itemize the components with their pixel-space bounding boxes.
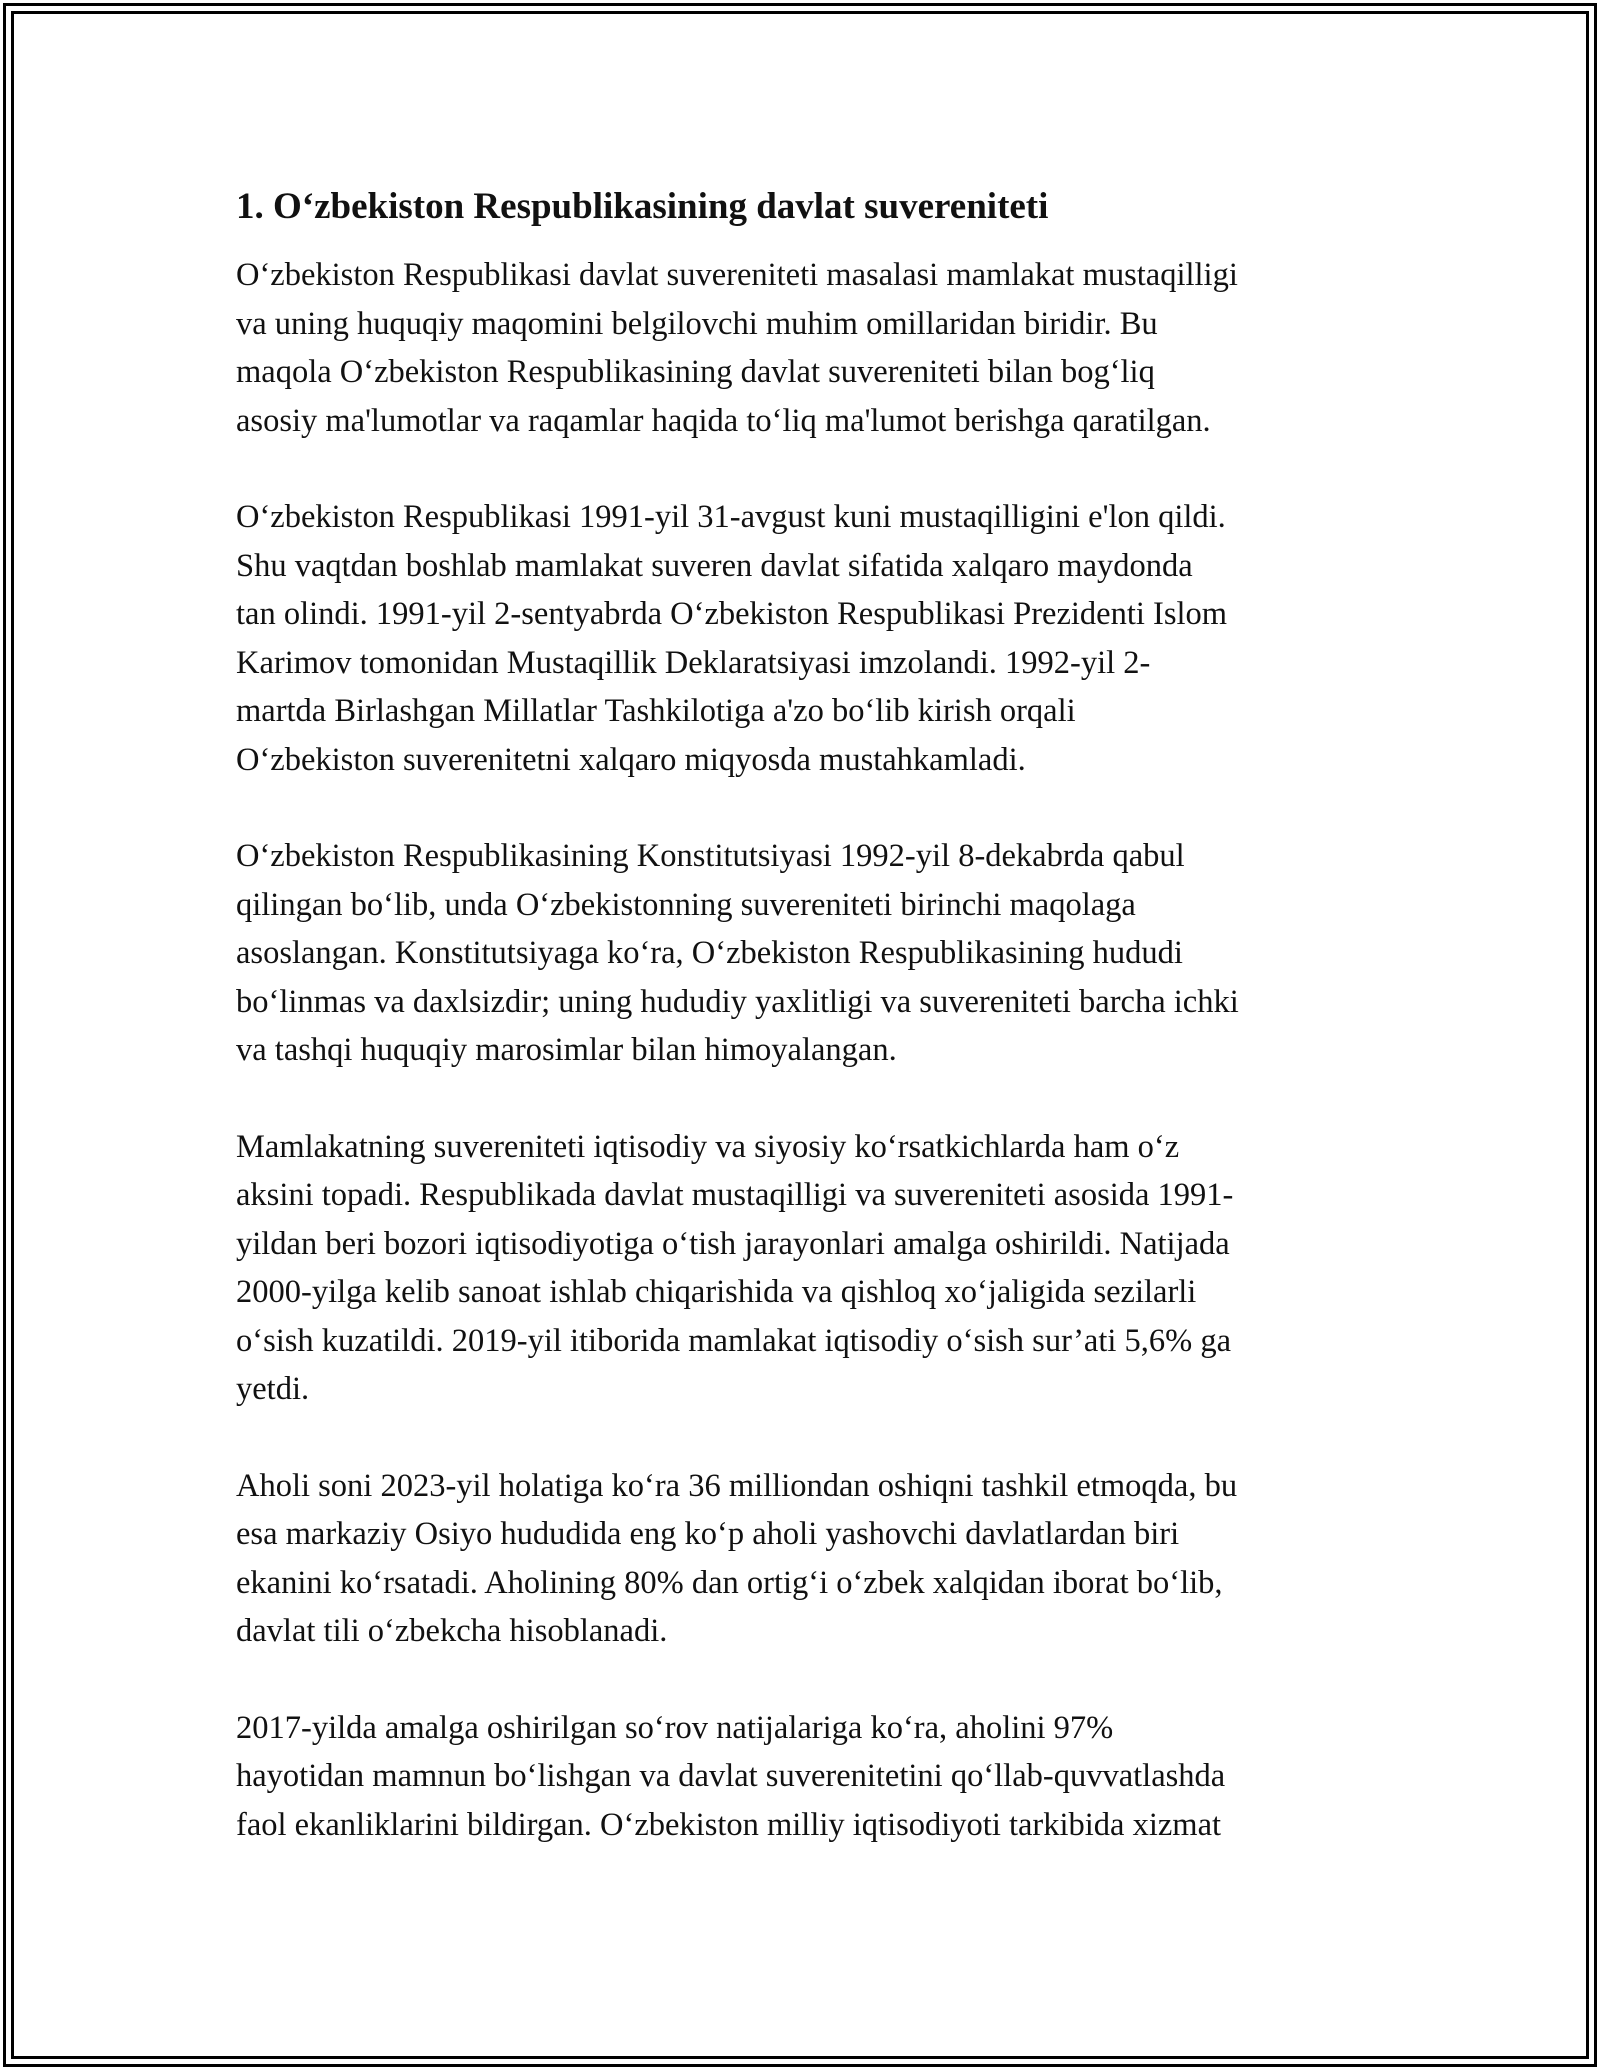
text-line: qilingan bo‘lib, unda O‘zbekistonning suvereniteti birinchi maqolaga: [236, 886, 1136, 923]
text-line: davlat tili o‘zbekcha hisoblanadi.: [236, 1613, 668, 1649]
text-line: 2000-yilga kelib sanoat ishlab chiqarishida va qishloq xo‘jaligida sezilarli: [236, 1274, 1197, 1310]
text-line: O‘zbekiston suverenitetni xalqaro miqyosda mustahkamladi.: [236, 741, 1026, 778]
text-line: maqola O‘zbekiston Respublikasining davlat suvereniteti bilan bog‘liq: [236, 354, 1155, 390]
text-line: Shu vaqtdan boshlab mamlakat suveren davlat sifatida xalqaro maydonda: [236, 547, 1193, 584]
text-line: esa markaziy Osiyo hududida eng ko‘p aholi yashovchi davlatlardan biri: [236, 1516, 1180, 1552]
text-line: asoslangan. Konstitutsiyaga ko‘ra, O‘zbekiston Respublikasining hududi: [236, 935, 1183, 971]
text-line: yildan beri bozori iqtisodiyotiga o‘tish jarayonlari amalga oshirildi. Natijada: [236, 1225, 1230, 1262]
text-line: aksini topadi. Respublikada davlat mustaqilligi va suvereniteti asosida 1991-: [236, 1177, 1234, 1213]
text-line: Karimov tomonidan Mustaqillik Deklaratsiyasi imzolandi. 1992-yil 2-: [236, 644, 1151, 681]
text-line: Mamlakatning suvereniteti iqtisodiy va siyosiy ko‘rsatkichlarda ham o‘z: [236, 1128, 1180, 1165]
document-body: [236, 183, 1376, 1897]
text-line: ekanini ko‘rsatadi. Aholining 80% dan ortig‘i o‘zbek xalqidan iborat bo‘lib,: [236, 1564, 1223, 1601]
text-line: o‘sish kuzatildi. 2019-yil itiborida mamlakat iqtisodiy o‘sish sur’ati 5,6% ga: [236, 1322, 1232, 1359]
text-line: va tashqi huquqiy marosimlar bilan himoyalangan.: [236, 1032, 897, 1068]
paragraph-5: [236, 1462, 1376, 1656]
text-line: asosiy ma'lumotlar va raqamlar haqida to‘liq ma'lumot berishga qaratilgan.: [236, 402, 1211, 439]
text-line: O‘zbekiston Respublikasi 1991-yil 31-avgust kuni mustaqilligini e'lon qildi.: [236, 499, 1226, 535]
text-line: faol ekanliklarini bildirgan. O‘zbekiston milliy iqtisodiyoti tarkibida xizmat: [236, 1806, 1222, 1843]
text-line: hayotidan mamnun bo‘lishgan va davlat suverenitetini qo‘llab-quvvatlashda: [236, 1758, 1226, 1794]
text-line: O‘zbekiston Respublikasi davlat suvereniteti masalasi mamlakat mustaqilligi: [236, 257, 1238, 293]
text-line: bo‘linmas va daxlsizdir; uning hududiy yaxlitligi va suvereniteti barcha ichki: [236, 983, 1239, 1020]
paragraph-4: [236, 1123, 1376, 1414]
paragraph-2: [236, 493, 1376, 784]
text-line: martda Birlashgan Millatlar Tashkilotiga a'zo bo‘lib kirish orqali: [236, 693, 1076, 729]
section-title: 1. O‘zbekiston Respublikasining davlat suvereniteti: [236, 186, 1049, 227]
text-line: O‘zbekiston Respublikasining Konstitutsiyasi 1992-yil 8-dekabrda qabul: [236, 838, 1185, 874]
text-line: yetdi.: [236, 1371, 310, 1407]
text-line: tan olindi. 1991-yil 2-sentyabrda O‘zbekiston Respublikasi Prezidenti Islom: [236, 596, 1228, 632]
paragraph-6: [236, 1704, 1376, 1850]
text-line: 2017-yilda amalga oshirilgan so‘rov natijalariga ko‘ra, aholini 97%: [236, 1709, 1114, 1746]
text-line: Aholi soni 2023-yil holatiga ko‘ra 36 milliondan oshiqni tashkil etmoqda, bu: [236, 1467, 1238, 1504]
text-line: va uning huquqiy maqomini belgilovchi muhim omillaridan biridir. Bu: [236, 305, 1158, 342]
paragraph-1: [236, 251, 1376, 445]
paragraph-3: [236, 832, 1376, 1075]
